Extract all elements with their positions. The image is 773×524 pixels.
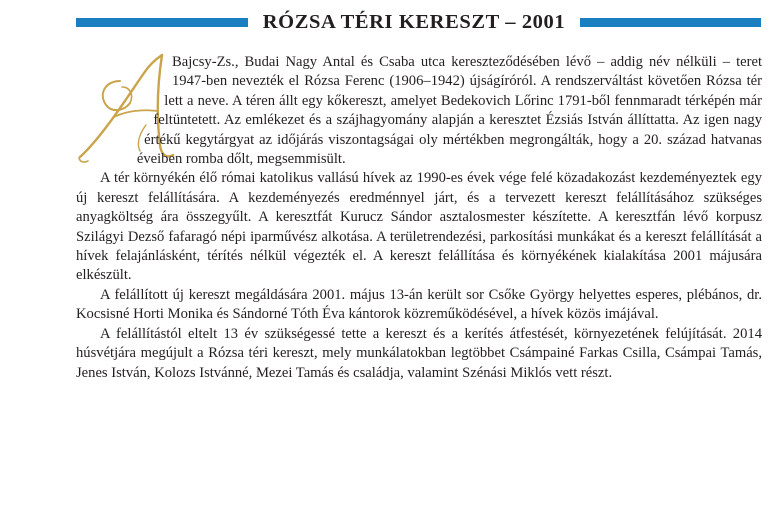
paragraph-2: A tér környékén élő római katolikus vallású hívek az 1990-es évek vége felé közadakozást kezdeményeztek egy új kereszt felállítására. A kezdeményezés eredménnyel járt, és a tervezett kereszt felállításához szükséges anyagköltség ára összegyűlt. A keresztfát Kurucz Sándor asztalosmester készítette. A keresztfán lévő korpusz Szilágyi Dezső fafaragó népi iparművész alkotása. A területrendezési, parkosítási munkákat és a kereszt felállítását a hívek felajánlásként, térítés nélkül végezték el. A kereszt felállítása és környékének kialakítása 2001 májusára elkészült. bbox=[76, 170, 762, 284]
section-header bbox=[0, 8, 773, 36]
paragraph-3: A felállított új kereszt megáldására 2001. május 13-án került sor Csőke György helyettes esperes, plébános, dr. Kocsisné Horti Monika és Sándorné Tóth Éva kántorok közreműködésével, a hívek közös imájával. bbox=[76, 286, 762, 323]
article-body bbox=[76, 53, 762, 383]
header-rule-right bbox=[580, 18, 761, 27]
paragraph-4: A felállítástól eltelt 13 év szükségessé tette a kereszt és a kerítés átfestését, környezetének felújítását. 2014 húsvétjára megújult a Rózsa téri kereszt, mely munkálatokban legtöbbet Csámpainé Farkas Csilla, Csámpai Tamás, Jenes István, Kolozs Istvánné, Mezei Tamás és családja, valamint Szénási Miklós vett részt. bbox=[76, 325, 762, 381]
page-title: RÓZSA TÉRI KERESZT – 2001 bbox=[262, 11, 566, 33]
header-rule-left bbox=[76, 18, 248, 27]
paragraph-1: Bajcsy-Zs., Budai Nagy Antal és Csaba utca kereszteződésében lévő – addig név nélküli – teret 1947-ben nevezték el Rózsa Ferenc (1906–1942) újságíróról. A rendszerváltást követően Rózsa tér lett a neve. A téren állt egy kőkereszt, amelyet Bedekovich Lőrinc 1791-ből fennmaradt térképén már feltüntetett. Az emlékezet és a szájhagyomány alapján a keresztet Ézsiás István állíttatta. Az igen nagy értékű kegytárgyat az időjárás viszontagságai oly mértékben megrongálták, hogy a 20. század hatvanas éveiben romba dőlt, megsemmisült. bbox=[136, 54, 762, 168]
